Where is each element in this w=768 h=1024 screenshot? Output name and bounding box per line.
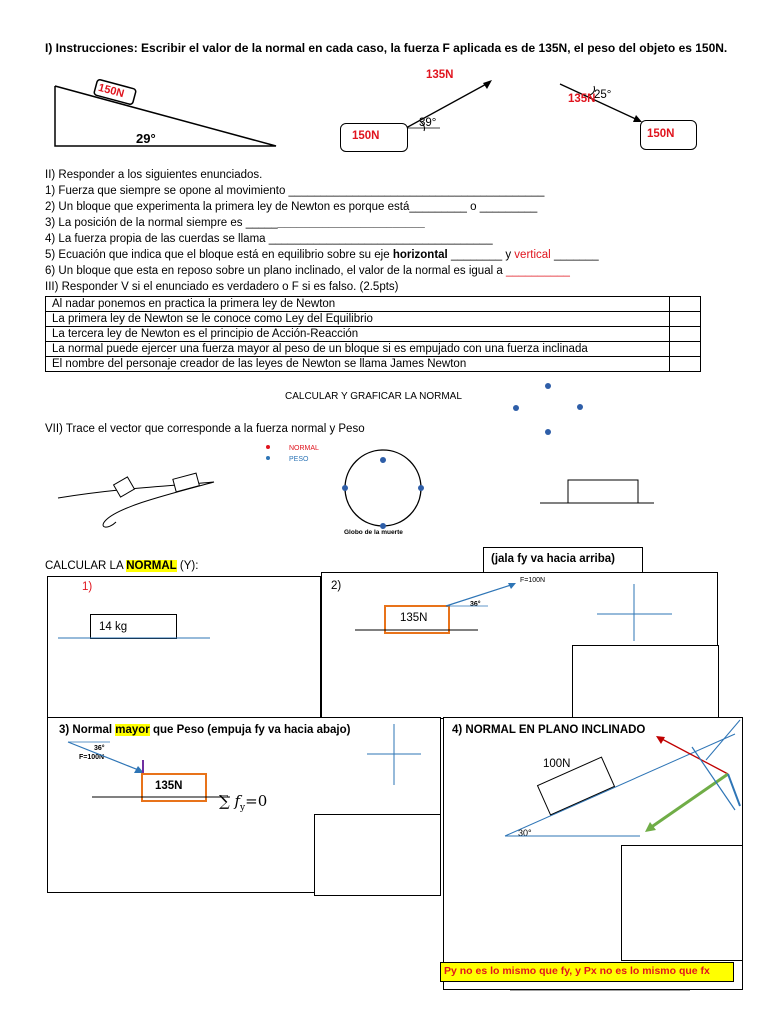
question-6: 6) Un bloque que esta en reposo sobre un plano inclinado, el valor de la normal es igual a __________: [45, 265, 570, 277]
incline-block-100n: [538, 757, 615, 815]
box4-title: 4) NORMAL EN PLANO INCLINADO: [452, 724, 646, 736]
question-3: 3) La posición de la normal siempre es ____________________________: [45, 217, 425, 229]
box4-block-label: 100N: [543, 758, 571, 770]
sum-equation: ∑ $f_y=0$: [219, 792, 268, 813]
fig2-force-label: 135N: [426, 69, 454, 81]
instructions-text: I) Instrucciones: Escribir el valor de la normal en cada caso, la fuerza F aplicada es de 135N, el peso del objeto es 150N.: [45, 41, 728, 55]
box3-angle-label: 36°: [94, 745, 105, 752]
box3-force-arrow: [68, 742, 141, 771]
fig3-block-label: 150N: [647, 128, 675, 140]
box2-block-label: 135N: [400, 612, 428, 624]
globe-caption: Globo de la muerte: [344, 529, 403, 536]
question-1: 1) Fuerza que siempre se opone al movimiento ________________________________________: [45, 185, 545, 197]
box1-block-label: 14 kg: [99, 621, 128, 633]
box2-angle-label: 36°: [470, 601, 481, 608]
note-pull-up: (jala fy va hacia arriba): [491, 553, 616, 565]
box4-note: Py no es lo mismo que fy, y Px no es lo mismo que fx: [444, 965, 710, 977]
statement: La normal puede ejercer una fuerza mayor al peso de un bloque si es empujado con una fuerza inclinada: [46, 342, 670, 357]
calc-normal-label: CALCULAR LA NORMAL (Y):: [45, 560, 199, 572]
statement: Al nadar ponemos en practica la primera ley de Newton: [46, 297, 670, 312]
question-2: 2) Un bloque que experimenta la primera ley de Newton es porque está_________ o _________: [45, 201, 538, 213]
box2-force-arrow: [446, 584, 514, 606]
box1-number: 1): [82, 581, 93, 593]
question-5: 5) Ecuación que indica que el bloque está en equilibrio sobre su eje horizontal ________ y vertical _______: [45, 249, 599, 261]
statement: El nombre del personaje creador de las leyes de Newton se llama James Newton: [46, 357, 670, 372]
box3-block-label: 135N: [155, 780, 183, 792]
statement: La tercera ley de Newton es el principio de Acción-Reacción: [46, 327, 670, 342]
perpendicular-line: [692, 747, 735, 810]
normal-arrow: [660, 738, 728, 774]
box3-title: 3) Normal mayor que Peso (empuja fy va hacia abajo): [59, 724, 351, 736]
box3-force-label: F=100N: [79, 754, 105, 761]
px-arrow: [728, 774, 740, 806]
fig1-block-label: 150N: [96, 81, 126, 101]
section3-title: III) Responder V si el enunciado es verdadero o F si es falso. (2.5pts): [45, 281, 399, 293]
box2-number: 2): [331, 580, 342, 592]
statement: La primera ley de Newton se le conoce como Ley del Equilibrio: [46, 312, 670, 327]
legend-normal: NORMAL: [289, 445, 319, 452]
fig3-force-label: 135N: [568, 93, 596, 105]
fig2-block-label: 150N: [352, 130, 380, 142]
question-4: 4) La fuerza propia de las cuerdas se llama ___________________________________: [45, 233, 493, 245]
box2-force-label: F=100N: [520, 577, 546, 584]
section2-title: II) Responder a los siguientes enunciados.: [45, 169, 263, 181]
section7-instruction: VII) Trace el vector que corresponde a la fuerza normal y Peso: [45, 423, 365, 435]
fig1-angle-label: 29°: [136, 131, 156, 146]
fig2-angle-label: 39°: [419, 117, 437, 129]
axis-diagonal: [706, 720, 740, 760]
fig3-angle-label: 25°: [594, 89, 612, 101]
box4-angle-label: 30°: [518, 828, 532, 838]
calc-graph-heading: CALCULAR Y GRAFICAR LA NORMAL: [285, 391, 462, 402]
legend-peso: PESO: [289, 456, 309, 463]
